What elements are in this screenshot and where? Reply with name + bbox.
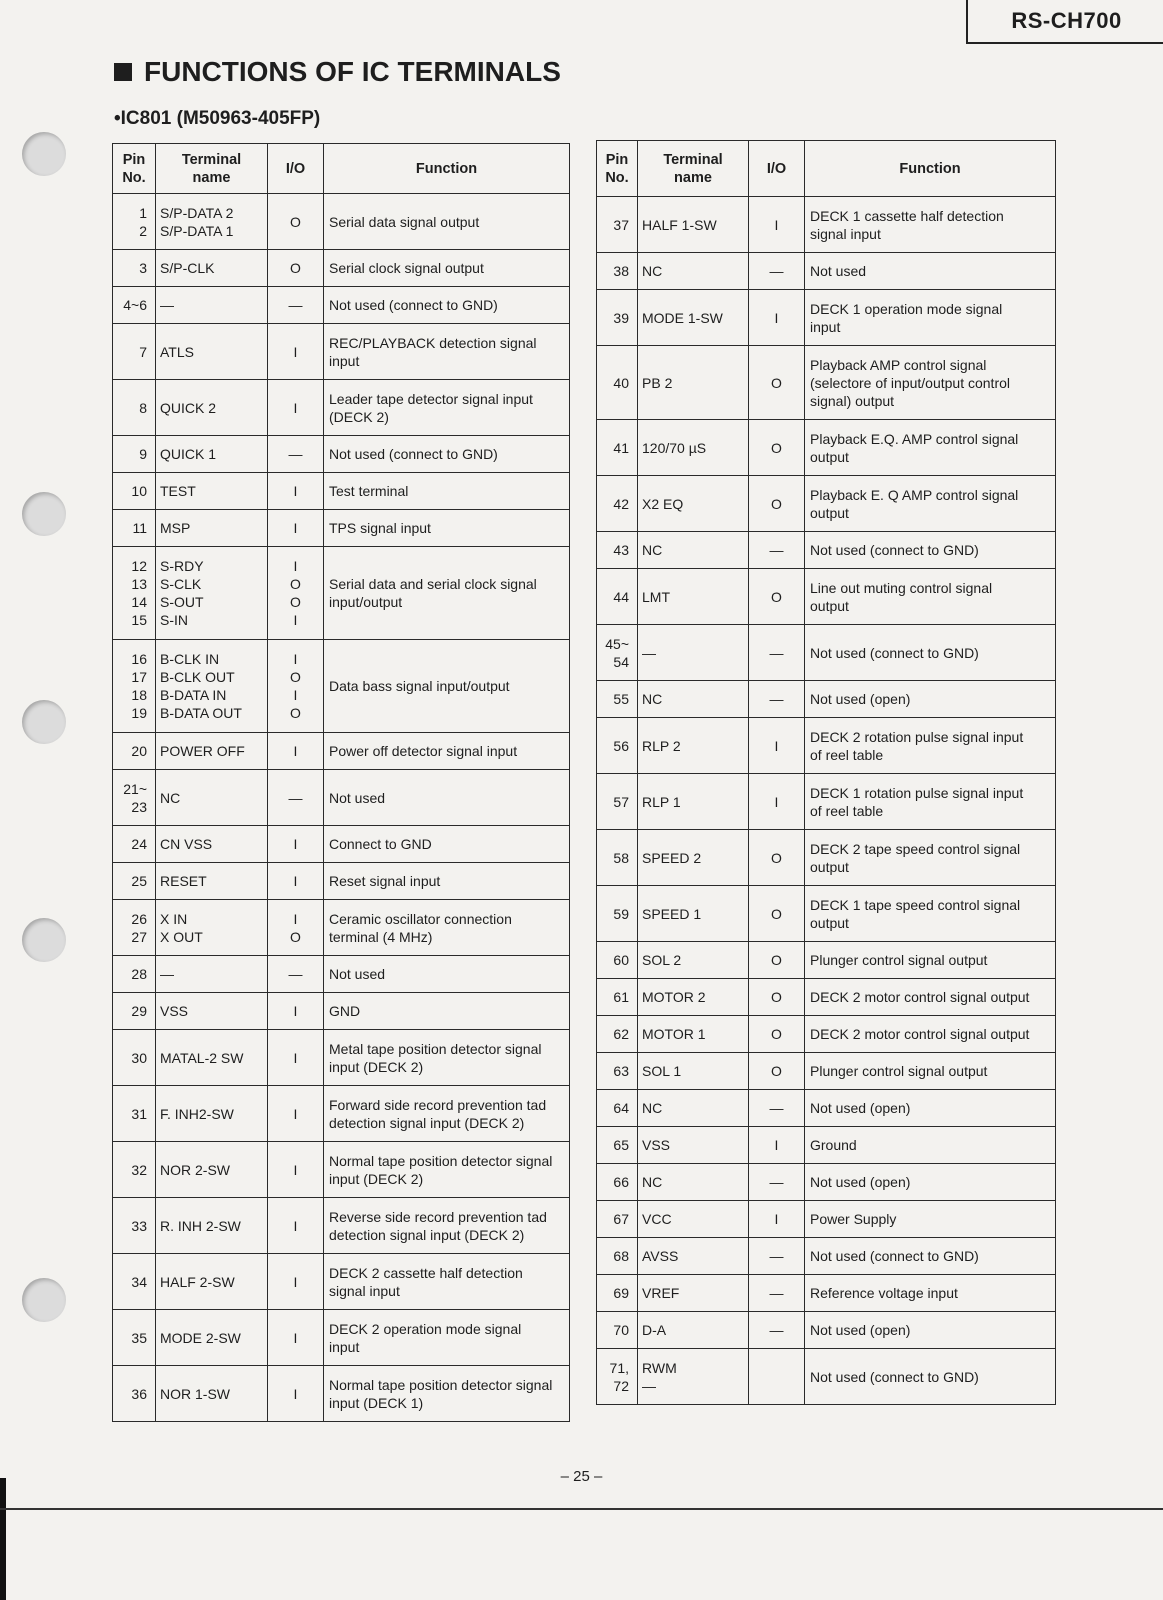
binder-hole [22, 132, 66, 176]
right-terminal-table [596, 140, 1056, 1405]
io-cell: — [268, 956, 324, 993]
terminal-name-cell: SOL 1 [638, 1053, 749, 1090]
terminal-name-cell: RLP 2 [638, 718, 749, 774]
table-row [113, 510, 570, 547]
table-row [113, 956, 570, 993]
function-cell: Not used (connect to GND) [805, 1238, 1056, 1275]
io-cell: O [749, 979, 805, 1016]
terminal-name-cell: VREF [638, 1275, 749, 1312]
io-cell: O [749, 886, 805, 942]
function-cell: Plunger control signal output [805, 1053, 1056, 1090]
pin-cell: 36 [113, 1366, 156, 1422]
header-io: I/O [268, 144, 324, 194]
table-row [113, 1254, 570, 1310]
pin-cell: 42 [597, 476, 638, 532]
io-cell: I [268, 1142, 324, 1198]
table-row [597, 1164, 1056, 1201]
function-cell: DECK 1 rotation pulse signal input of reel table [805, 774, 1056, 830]
pin-cell: 43 [597, 532, 638, 569]
function-cell: REC/PLAYBACK detection signal input [324, 324, 570, 380]
terminal-name-cell: MOTOR 1 [638, 1016, 749, 1053]
terminal-name-cell: MODE 1-SW [638, 290, 749, 346]
pin-cell: 67 [597, 1201, 638, 1238]
table-row [597, 253, 1056, 290]
table-row [597, 1312, 1056, 1349]
io-cell: O [749, 569, 805, 625]
terminal-name-cell: NC [638, 1164, 749, 1201]
io-cell: — [749, 532, 805, 569]
table-row [597, 774, 1056, 830]
function-cell: Data bass signal input/output [324, 640, 570, 733]
terminal-name-cell: SPEED 1 [638, 886, 749, 942]
table-row [113, 1142, 570, 1198]
table-row [113, 1366, 570, 1422]
function-cell: Power off detector signal input [324, 733, 570, 770]
pin-cell: 8 [113, 380, 156, 436]
io-cell: I [268, 324, 324, 380]
function-cell: Reverse side record prevention tad detection signal input (DECK 2) [324, 1198, 570, 1254]
pin-cell: 3 [113, 250, 156, 287]
pin-cell: 35 [113, 1310, 156, 1366]
io-cell: O [268, 194, 324, 250]
io-cell: O [749, 830, 805, 886]
pin-cell: 25 [113, 863, 156, 900]
io-cell: I O O I [268, 547, 324, 640]
function-cell: Not used [324, 956, 570, 993]
io-cell: I [749, 197, 805, 253]
terminal-name-cell: AVSS [638, 1238, 749, 1275]
terminal-name-cell: RESET [156, 863, 268, 900]
io-cell: I [268, 1030, 324, 1086]
io-cell: I [268, 733, 324, 770]
function-cell: Metal tape position detector signal input (DECK 2) [324, 1030, 570, 1086]
pin-cell: 59 [597, 886, 638, 942]
terminal-name-cell: HALF 2-SW [156, 1254, 268, 1310]
table-row [597, 1016, 1056, 1053]
function-cell: Serial clock signal output [324, 250, 570, 287]
pin-cell: 12 13 14 15 [113, 547, 156, 640]
terminal-name-cell: VCC [638, 1201, 749, 1238]
terminal-name-cell: MSP [156, 510, 268, 547]
io-cell: I [268, 1310, 324, 1366]
terminal-name-cell: X2 EQ [638, 476, 749, 532]
terminal-name-cell: HALF 1-SW [638, 197, 749, 253]
pin-cell: 62 [597, 1016, 638, 1053]
table-row [597, 942, 1056, 979]
terminal-name-cell: NC [638, 681, 749, 718]
terminal-name-cell: CN VSS [156, 826, 268, 863]
io-cell: I [268, 1254, 324, 1310]
pin-cell: 69 [597, 1275, 638, 1312]
io-cell: I [268, 510, 324, 547]
table-row [597, 830, 1056, 886]
terminal-name-cell: LMT [638, 569, 749, 625]
table-row [597, 532, 1056, 569]
terminal-name-cell: X IN X OUT [156, 900, 268, 956]
table-row [597, 1349, 1056, 1405]
io-cell: I [749, 774, 805, 830]
table-row [597, 1238, 1056, 1275]
table-row [113, 547, 570, 640]
pin-cell: 28 [113, 956, 156, 993]
io-cell: — [749, 1164, 805, 1201]
pin-cell: 26 27 [113, 900, 156, 956]
function-cell: Not used [805, 253, 1056, 290]
table-row [597, 1201, 1056, 1238]
pin-cell: 10 [113, 473, 156, 510]
pin-cell: 44 [597, 569, 638, 625]
function-cell: Not used (connect to GND) [324, 436, 570, 473]
function-cell: Not used (connect to GND) [805, 532, 1056, 569]
left-terminal-table [112, 143, 570, 1422]
terminal-name-cell: MOTOR 2 [638, 979, 749, 1016]
table-row [113, 436, 570, 473]
pin-cell: 65 [597, 1127, 638, 1164]
table-row [597, 1275, 1056, 1312]
io-cell: — [268, 436, 324, 473]
header-pin-no: Pin No. [113, 144, 156, 194]
io-cell: — [749, 1275, 805, 1312]
function-cell: Line out muting control signal output [805, 569, 1056, 625]
terminal-name-cell: NC [638, 532, 749, 569]
pin-cell: 55 [597, 681, 638, 718]
table-row [597, 346, 1056, 420]
function-cell: Serial data signal output [324, 194, 570, 250]
function-cell: Normal tape position detector signal input (DECK 1) [324, 1366, 570, 1422]
io-cell: — [268, 770, 324, 826]
pin-cell: 64 [597, 1090, 638, 1127]
function-cell: Power Supply [805, 1201, 1056, 1238]
table-row [113, 733, 570, 770]
function-cell: Ground [805, 1127, 1056, 1164]
terminal-name-cell: QUICK 1 [156, 436, 268, 473]
io-cell [749, 1349, 805, 1405]
table-row [113, 1310, 570, 1366]
page-title [114, 56, 561, 88]
pin-cell: 7 [113, 324, 156, 380]
table-row [597, 1090, 1056, 1127]
pin-cell: 71, 72 [597, 1349, 638, 1405]
table-row [113, 826, 570, 863]
function-cell: Not used [324, 770, 570, 826]
table-row [113, 900, 570, 956]
function-cell: DECK 1 cassette half detection signal input [805, 197, 1056, 253]
table-row [597, 886, 1056, 942]
function-cell: DECK 2 tape speed control signal output [805, 830, 1056, 886]
io-cell: O [268, 250, 324, 287]
io-cell: O [749, 420, 805, 476]
table-row [597, 290, 1056, 346]
function-cell: Plunger control signal output [805, 942, 1056, 979]
io-cell: I [268, 1086, 324, 1142]
function-cell: Serial data and serial clock signal input/output [324, 547, 570, 640]
terminal-name-cell: RLP 1 [638, 774, 749, 830]
io-cell: O [749, 1053, 805, 1090]
terminal-name-cell: B-CLK IN B-CLK OUT B-DATA IN B-DATA OUT [156, 640, 268, 733]
header-function: Function [805, 141, 1056, 197]
pin-cell: 37 [597, 197, 638, 253]
function-cell: Playback AMP control signal (selectore of input/output control signal) output [805, 346, 1056, 420]
function-cell: Not used (open) [805, 1312, 1056, 1349]
function-cell: GND [324, 993, 570, 1030]
io-cell: I [749, 718, 805, 774]
io-cell: I O I O [268, 640, 324, 733]
terminal-name-cell: TEST [156, 473, 268, 510]
terminal-name-cell: NC [638, 1090, 749, 1127]
table-row [597, 979, 1056, 1016]
terminal-name-cell: — [638, 625, 749, 681]
table-row [113, 324, 570, 380]
io-cell: O [749, 346, 805, 420]
terminal-name-cell: NC [638, 253, 749, 290]
io-cell: — [749, 253, 805, 290]
table-row [597, 197, 1056, 253]
terminal-name-cell: NC [156, 770, 268, 826]
io-cell: I [268, 1366, 324, 1422]
table-row [113, 380, 570, 436]
table-row [113, 1198, 570, 1254]
io-cell: — [749, 625, 805, 681]
pin-cell: 9 [113, 436, 156, 473]
pin-cell: 31 [113, 1086, 156, 1142]
terminal-name-cell: PB 2 [638, 346, 749, 420]
page-title-text: FUNCTIONS OF IC TERMINALS [144, 56, 561, 87]
terminal-name-cell: SPEED 2 [638, 830, 749, 886]
io-cell: I [268, 993, 324, 1030]
pin-cell: 29 [113, 993, 156, 1030]
terminal-name-cell: 120/70 µS [638, 420, 749, 476]
function-cell: Leader tape detector signal input (DECK 2) [324, 380, 570, 436]
terminal-name-cell: MATAL-2 SW [156, 1030, 268, 1086]
table-row [113, 287, 570, 324]
pin-cell: 61 [597, 979, 638, 1016]
pin-cell: 21~ 23 [113, 770, 156, 826]
table-row [597, 718, 1056, 774]
io-cell: O [749, 942, 805, 979]
terminal-name-cell: NOR 1-SW [156, 1366, 268, 1422]
table-row [113, 194, 570, 250]
table-row [113, 993, 570, 1030]
bottom-rule [0, 1508, 1163, 1510]
pin-cell: 11 [113, 510, 156, 547]
io-cell: I [268, 863, 324, 900]
io-cell: — [749, 1090, 805, 1127]
function-cell: Reset signal input [324, 863, 570, 900]
function-cell: DECK 2 operation mode signal input [324, 1310, 570, 1366]
function-cell: Reference voltage input [805, 1275, 1056, 1312]
pin-cell: 57 [597, 774, 638, 830]
io-cell: — [749, 681, 805, 718]
function-cell: Connect to GND [324, 826, 570, 863]
io-cell: I [268, 826, 324, 863]
pin-cell: 24 [113, 826, 156, 863]
terminal-name-cell: R. INH 2-SW [156, 1198, 268, 1254]
pin-cell: 56 [597, 718, 638, 774]
table-row [113, 863, 570, 900]
pin-cell: 1 2 [113, 194, 156, 250]
function-cell: Ceramic oscillator connection terminal (4 MHz) [324, 900, 570, 956]
pin-cell: 30 [113, 1030, 156, 1086]
function-cell: DECK 2 cassette half detection signal input [324, 1254, 570, 1310]
table-row [597, 476, 1056, 532]
pin-cell: 45~ 54 [597, 625, 638, 681]
terminal-name-cell: F. INH2-SW [156, 1086, 268, 1142]
terminal-name-cell: QUICK 2 [156, 380, 268, 436]
io-cell: I [268, 380, 324, 436]
header-io: I/O [749, 141, 805, 197]
io-cell: — [268, 287, 324, 324]
table-row [597, 1127, 1056, 1164]
io-cell: — [749, 1312, 805, 1349]
io-cell: O [749, 476, 805, 532]
pin-cell: 63 [597, 1053, 638, 1090]
table-row [113, 770, 570, 826]
terminal-name-cell: MODE 2-SW [156, 1310, 268, 1366]
terminal-name-cell: — [156, 956, 268, 993]
terminal-name-cell: S-RDY S-CLK S-OUT S-IN [156, 547, 268, 640]
function-cell: Not used (connect to GND) [324, 287, 570, 324]
pin-cell: 33 [113, 1198, 156, 1254]
header-terminal-name: Terminal name [156, 144, 268, 194]
ic-label: •IC801 (M50963-405FP) [114, 108, 321, 129]
pin-cell: 68 [597, 1238, 638, 1275]
terminal-name-cell: ATLS [156, 324, 268, 380]
function-cell: DECK 2 motor control signal output [805, 979, 1056, 1016]
binder-edge [0, 1478, 6, 1600]
terminal-name-cell: NOR 2-SW [156, 1142, 268, 1198]
io-cell: O [749, 1016, 805, 1053]
terminal-name-cell: D-A [638, 1312, 749, 1349]
function-cell: DECK 2 motor control signal output [805, 1016, 1056, 1053]
table-row [597, 420, 1056, 476]
io-cell: I [268, 1198, 324, 1254]
pin-cell: 34 [113, 1254, 156, 1310]
function-cell: Playback E. Q AMP control signal output [805, 476, 1056, 532]
table-row [113, 250, 570, 287]
io-cell: I [749, 1127, 805, 1164]
function-cell: Playback E.Q. AMP control signal output [805, 420, 1056, 476]
pin-cell: 70 [597, 1312, 638, 1349]
model-tag: RS-CH700 [966, 0, 1163, 44]
table-row [597, 1053, 1056, 1090]
binder-hole [22, 492, 66, 536]
header-pin-no: Pin No. [597, 141, 638, 197]
terminal-name-cell: VSS [638, 1127, 749, 1164]
page-number: – 25 – [560, 1468, 603, 1485]
binder-hole [22, 700, 66, 744]
header-terminal-name: Terminal name [638, 141, 749, 197]
function-cell: Not used (open) [805, 1090, 1056, 1127]
terminal-name-cell: S/P-DATA 2 S/P-DATA 1 [156, 194, 268, 250]
pin-cell: 38 [597, 253, 638, 290]
function-cell: DECK 1 operation mode signal input [805, 290, 1056, 346]
terminal-name-cell: SOL 2 [638, 942, 749, 979]
pin-cell: 39 [597, 290, 638, 346]
pin-cell: 20 [113, 733, 156, 770]
io-cell: I [749, 290, 805, 346]
table-row [113, 1030, 570, 1086]
table-row [113, 473, 570, 510]
terminal-name-cell: — [156, 287, 268, 324]
function-cell: Not used (connect to GND) [805, 1349, 1056, 1405]
io-cell: I [749, 1201, 805, 1238]
function-cell: DECK 2 rotation pulse signal input of reel table [805, 718, 1056, 774]
function-cell: Not used (open) [805, 1164, 1056, 1201]
pin-cell: 66 [597, 1164, 638, 1201]
binder-hole [22, 918, 66, 962]
function-cell: Test terminal [324, 473, 570, 510]
io-cell: I [268, 473, 324, 510]
table-row [597, 569, 1056, 625]
pin-cell: 4~6 [113, 287, 156, 324]
terminal-name-cell: POWER OFF [156, 733, 268, 770]
io-cell: I O [268, 900, 324, 956]
function-cell: DECK 1 tape speed control signal output [805, 886, 1056, 942]
function-cell: Forward side record prevention tad detection signal input (DECK 2) [324, 1086, 570, 1142]
io-cell: — [749, 1238, 805, 1275]
pin-cell: 40 [597, 346, 638, 420]
terminal-name-cell: S/P-CLK [156, 250, 268, 287]
binder-hole [22, 1278, 66, 1322]
pin-cell: 58 [597, 830, 638, 886]
function-cell: Normal tape position detector signal input (DECK 2) [324, 1142, 570, 1198]
table-row [113, 1086, 570, 1142]
table-row [597, 625, 1056, 681]
pin-cell: 60 [597, 942, 638, 979]
header-function: Function [324, 144, 570, 194]
pin-cell: 32 [113, 1142, 156, 1198]
function-cell: Not used (open) [805, 681, 1056, 718]
pin-cell: 16 17 18 19 [113, 640, 156, 733]
title-square-bullet [114, 63, 132, 81]
table-row [597, 681, 1056, 718]
terminal-name-cell: VSS [156, 993, 268, 1030]
table-row [113, 640, 570, 733]
function-cell: Not used (connect to GND) [805, 625, 1056, 681]
pin-cell: 41 [597, 420, 638, 476]
function-cell: TPS signal input [324, 510, 570, 547]
terminal-name-cell: RWM — [638, 1349, 749, 1405]
